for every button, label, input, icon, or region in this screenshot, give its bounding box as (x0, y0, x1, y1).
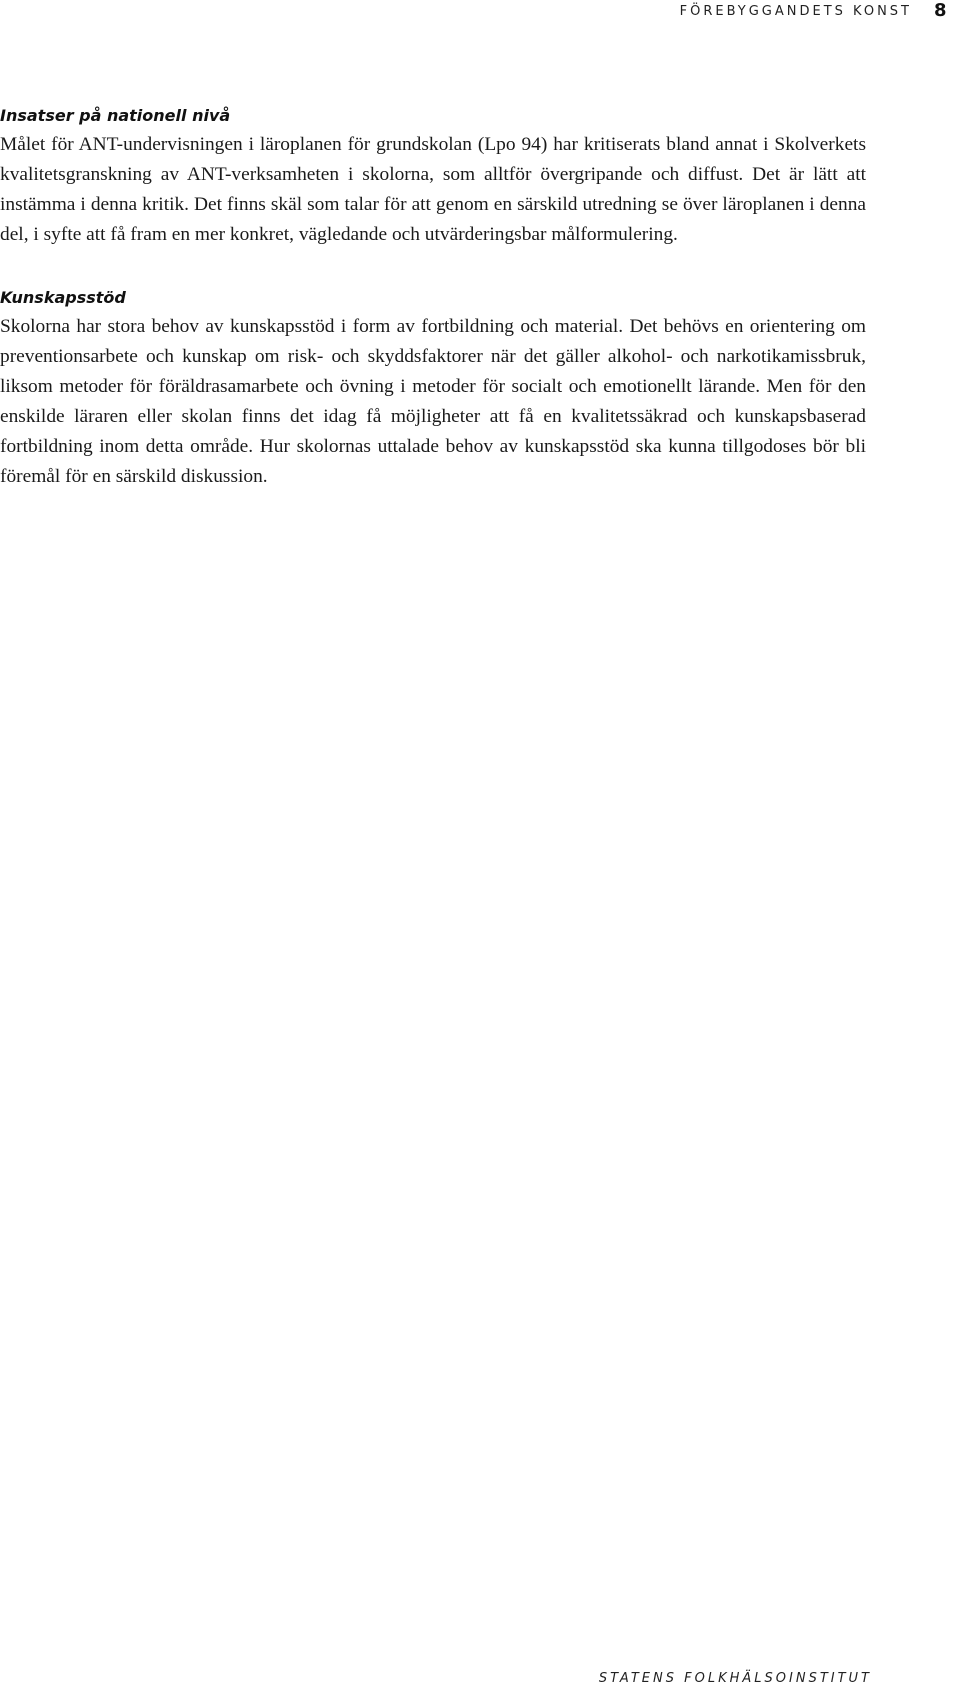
section-spacer (0, 250, 866, 286)
page-number: 8 (934, 0, 947, 21)
section-knowledge-support (0, 286, 866, 492)
running-header-title: FÖREBYGGANDETS KONST (679, 4, 912, 19)
section-heading: Kunskapsstöd (0, 288, 126, 307)
section-heading: Insatser på nationell nivå (0, 106, 231, 125)
body-paragraph: Skolorna har stora behov av kunskapsstöd i form av fortbildning och material. Det behövs en orientering om preventionsarbete och kunskap om risk- och skyddsfaktorer när det gäller alkohol- och narkotikamissbruk, liksom metoder för föräldrasamarbete och övning i metoder för socialt och emotionellt lärande. Men för den enskilde läraren eller skolan finns det idag få möjligheter att få en kvalitetssäkrad och kunskapsbaserad fortbildning inom detta område. Hur skolornas uttalade behov av kunskapsstöd ska kunna tillgodoses bör bli föremål för en särskild diskussion. (0, 316, 866, 487)
running-header (0, 2, 960, 26)
section-national-efforts (0, 104, 866, 250)
document-body (0, 104, 866, 492)
body-paragraph: Målet för ANT-undervisningen i läroplanen för grundskolan (Lpo 94) har kritiserats bland annat i Skolverkets kvalitetsgranskning av ANT-verksamheten i skolorna, som alltför övergripande och diffust. Det är lätt att instämma i denna kritik. Det finns skäl som talar för att genom en särskild utredning se över läroplanen i denna del, i syfte att få fram en mer konkret, vägledande och utvärderingsbar målformulering. (0, 134, 866, 245)
running-footer: STATENS FOLKHÄLSOINSTITUT (598, 1671, 872, 1686)
